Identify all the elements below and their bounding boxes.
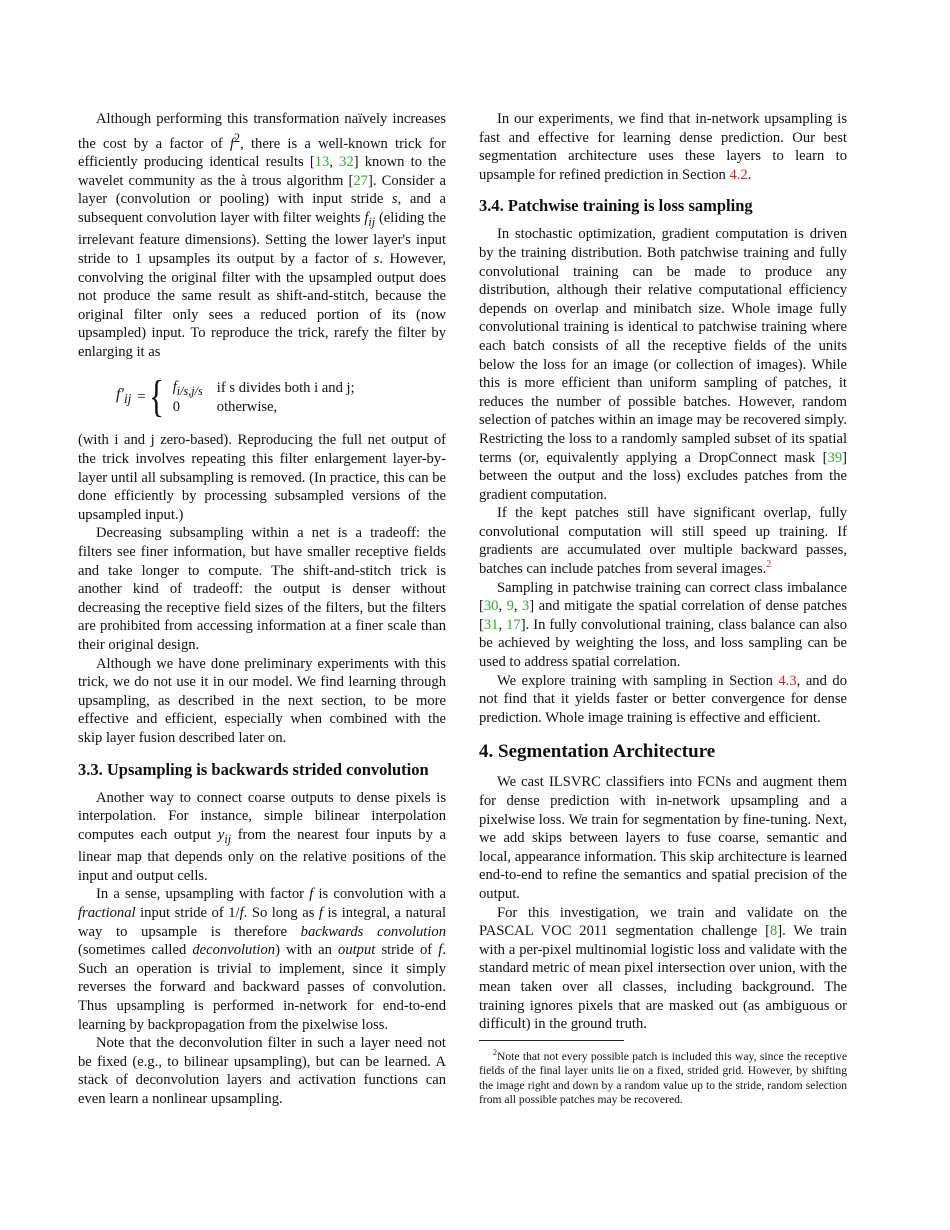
citation-link[interactable]: 17 (506, 616, 521, 633)
citation-link[interactable]: 9 (506, 598, 514, 615)
paragraph-class-imbalance: Sampling in patchwise training can correct class imbalance [30, 9, 3] and mitigate the spatial correlation of dense patches [31, 17]. In fully convolutional training, class balance can also be achieved by weighting the loss, and loss sampling can be used to address spatial correlation. (479, 579, 847, 671)
paragraph-experiments: In our experiments, we find that in-network upsampling is fast and effective for learning dense prediction. Our best segmentation architecture uses these layers to learn to upsample for refined prediction in Section 4.2. (479, 111, 847, 183)
section-heading-3-4: 3.4. Patchwise training is loss sampling (479, 196, 753, 216)
section-heading-4: 4. Segmentation Architecture (479, 741, 716, 763)
paragraph-stochastic: In stochastic optimization, gradient computation is driven by the training distribution. Both patchwise training and fully convolutional training can be made to produce any distribution, although their relative computational efficiency depends on overlap and minibatch size. Whole image fully convolutional training is identical to patchwise training where each batch consists of all the receptive fields of the units below the loss for an image (or collection of images). While this is more efficient than uniform sampling of patches, it reduces the number of possible batches. However, random selection of patches within an image may be recovered simply. Restricting the loss to a randomly sampled subset of its spatial terms (or, equivalently applying a DropConnect mask [39] between the output and the loss) excludes patches from the gradient computation. (479, 226, 847, 503)
paragraph-tradeoff: Decreasing subsampling within a net is a tradeoff: the filters see finer information, but have smaller receptive fields and take longer to compute. The shift-and-stitch trick is another kind of tradeoff: the output is denser without decreasing the receptive field sizes of the filters, but the filters are prohibited from accessing information at a finer scale than their original design. (78, 525, 446, 654)
section-heading-3-3: 3.3. Upsampling is backwards strided convolution (78, 759, 429, 779)
paragraph-fractional-stride: In a sense, upsampling with factor f is convolution with a fractional input stride of 1/f. So long as f is integral, a natural way to upsample is therefore backwards convolution (sometimes called deconvolution) with an output stride of f. Such an operation is trivial to implement, since it simply reverses the forward and backward passes of convolution. Thus upsampling is performed in-network for end-to-end learning by backpropagation from the pixelwise loss. (78, 886, 447, 1033)
paragraph-pascal-voc: For this investigation, we train and validate on the PASCAL VOC 2011 segmentation challenge [8]. We train with a per-pixel multinomial logistic loss and validate with the standard metric of mean pixel intersection over union, with the mean taken over all classes, including background. The training ignores pixels that are masked out (as ambiguous or difficult) in the ground truth. (479, 904, 847, 1033)
paragraph-atrous: Although performing this transformation naïvely increases the cost by a factor of $f^2$, there is a well-known trick for efficiently producing identical results [13, 32] known to the wavelet community as the à trous algorithm [27]. Consider a layer (convolution or pooling) with input stride s, and a subsequent convolution layer with filter weights $f_{ij}$ (eliding the irrelevant feature dimensions). Setting the lower layer's input stride to 1 upsamples its output by a factor of s. However, convolving the original filter with the upsampled output does not produce the same result as shift-and-stitch, because the original filter only sees a reduced portion of its (now upsampled) input. To reproduce the trick, rarefy the filter by enlarging it as (78, 111, 447, 360)
citation-link[interactable]: 8 (769, 923, 778, 940)
paragraph-deconvolution-filter: Note that the deconvolution filter in such a layer need not be fixed (e.g., to bilinear upsampling), but can be learned. A stack of deconvolution layers and activation functions can even learn a nonlinear upsampling. (78, 1035, 446, 1107)
citation-link[interactable]: 27 (353, 172, 368, 189)
paragraph-explore-sampling: We explore training with sampling in Section 4.3, and do not find that it yields faster or better convergence for dense prediction. Whole image training is effective and efficient. (479, 672, 847, 726)
citation-link[interactable]: 31 (483, 616, 499, 633)
paragraph-preliminary: Although we have done preliminary experiments with this trick, we do not use it in our model. We find learning through upsampling, as described in the next section, to be more effective and efficient, especially when combined with the skip layer fusion described later on. (78, 655, 446, 746)
citation-link[interactable]: 30 (483, 598, 499, 615)
paragraph-interpolation: Another way to connect coarse outputs to dense pixels is interpolation. For instance, simple bilinear interpolation computes each output $y_{ij}$ from the nearest four inputs by a linear map that depends only on the relative positions of the input and output cells. (78, 789, 447, 884)
paragraph-kept-patches: If the kept patches still have significant overlap, fully convolutional computation will still speed up training. If gradients are accumulated over multiple backward passes, batches can include patches from several images.$^2$ (479, 505, 847, 578)
footnote-mark[interactable]: 2 (766, 559, 772, 571)
filter-enlargement-equation: $f'_{ij}$ = { $f_{i/s,j/s}$ if s divides both i and j; 0 otherwise, (116, 372, 355, 422)
footnote-divider (479, 1040, 624, 1041)
paragraph-zero-based: (with i and j zero-based). Reproducing the full net output of the trick involves repeating this filter enlargement layer-by-layer until all subsampling is removed. (In practice, this can be done efficiently by processing subsampled versions of the upsampled input.) (78, 432, 446, 523)
paragraph-ilsvrc: We cast ILSVRC classifiers into FCNs and augment them for dense prediction with in-network upsampling and a pixelwise loss. We train for segmentation by fine-tuning. Next, we add skips between layers to fuse coarse, semantic and local, appearance information. This skip architecture is learned end-to-end to refine the semantics and spatial precision of the output. (479, 774, 847, 902)
footnote: $^2$Note that not every possible patch is included this way, since the receptive fields of the final layer units lie on a fixed, strided grid. However, by shifting the image right and down by a random value up to the stride, random selection from all possible patches may be recovered. (479, 1047, 847, 1107)
left-column (78, 110, 446, 1109)
citation-link[interactable]: 32 (339, 154, 354, 171)
citation-link[interactable]: 3 (521, 598, 530, 615)
right-column (479, 110, 847, 1108)
section-ref-link[interactable]: 4.3 (778, 672, 797, 689)
citation-link[interactable]: 13 (314, 154, 330, 171)
section-ref-link[interactable]: 4.2 (729, 166, 748, 183)
citation-link[interactable]: 39 (827, 449, 843, 466)
